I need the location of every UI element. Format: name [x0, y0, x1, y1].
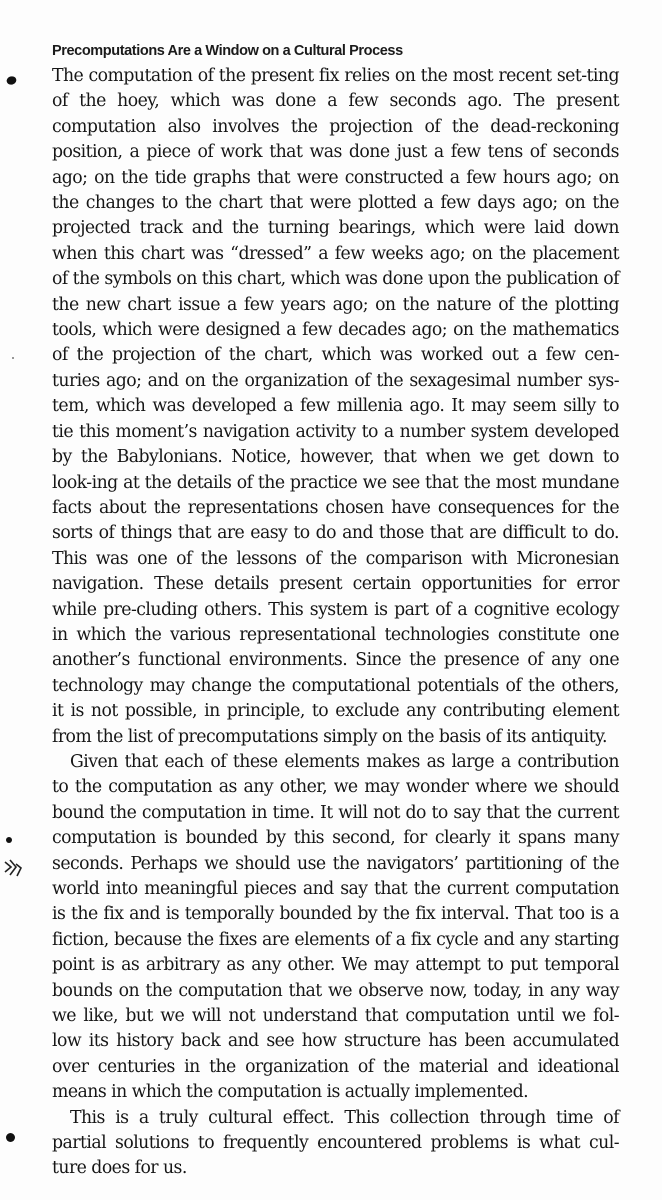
body-text — [52, 64, 619, 1182]
section-heading: Precomputations Are a Window on a Cultural Process — [52, 43, 403, 59]
margin-dot-mark — [6, 837, 12, 843]
margin-bullet-mark — [6, 1133, 15, 1142]
margin-scribble-icon — [2, 858, 24, 878]
paragraph-1: The computation of the present fix relies on the most recent set-ting of the hoey, which was done a few seconds ago. The present computation also involves the projection of the dead-reckoning position, a piece of work that was done just a few tens of seconds ago; on the tide graphs that were constructed a few hours ago; on the changes to the chart that were plotted a few days ago; on the projected track and the turning bearings, which were laid down when this chart was “dressed” a few weeks ago; on the placement of the symbols on this chart, which was done upon the publication of the new chart issue a few years ago; on the nature of the plotting tools, which were designed a few decades ago; on the mathematics of the projection of the chart, which was worked out a few cen-turies ago; and on the organization of the sexagesimal number sys-tem, which was developed a few millenia ago. It may seem silly to tie this moment’s navigation activity to a number system developed by the Babylonians. Notice, however, that when we get down to look-ing at the details of the practice we see that the most mundane facts about the representations chosen have consequences for the sorts of things that are easy to do and those that are difficult to do. This was one of the lessons of the comparison with Micronesian navigation. These details present certain opportunities for error while pre-cluding others. This system is part of a cognitive ecology in which the various representational technologies constitute one another’s functional environments. Since the presence of any one technology may change the computational potentials of the others, it is not possible, in principle, to exclude any contributing element from the list of precomputations simply on the basis of its antiquity. — [52, 66, 619, 747]
paragraph-2: Given that each of these elements makes as large a contribution to the computation as any other, we may wonder where we should bound the computation in time. It will not do to say that the current computation is bounded by this second, for clearly it spans many seconds. Perhaps we should use the navigators’ partitioning of the world into meaningful pieces and say that the current computation is the fix and is temporally bounded by the fix interval. That too is a fiction, because the fixes are elements of a fix cycle and any starting point is as arbitrary as any other. We may attempt to put temporal bounds on the computation that we observe now, today, in any way we like, but we will not understand that computation until we fol-low its history back and see how structure has been accumulated over centuries in the organization of the material and ideational means in which the computation is actually implemented. — [52, 751, 619, 1103]
paragraph-3: This is a truly cultural effect. This collection through time of partial solutions to frequently encountered problems is what cul-ture does for us. — [52, 1107, 619, 1179]
margin-ink-mark — [5, 74, 17, 86]
margin-speck — [12, 357, 14, 359]
